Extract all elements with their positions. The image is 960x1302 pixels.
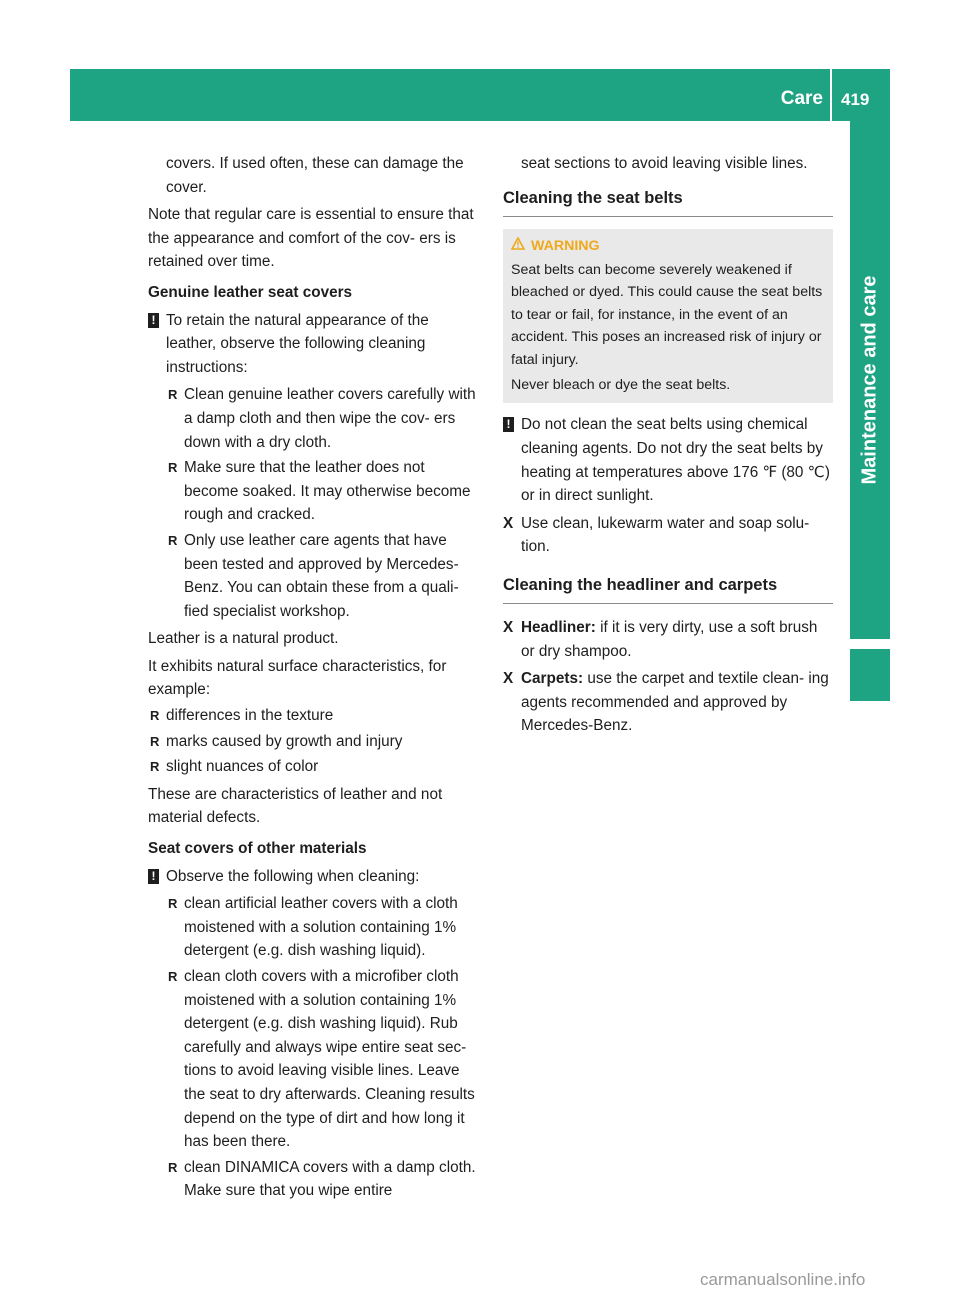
characteristics-outro: These are characteristics of leather and not material defects. [148,785,443,827]
other-materials-list [148,892,481,1203]
list-item: R Only use leather care agents that have been tested and approved by Mercedes- Benz. You can obtain these from a quali- fied specialist workshop. [148,529,481,623]
header-divider [830,69,832,121]
list-item: R Make sure that the leather does not become soaked. It may otherwise become rough and cracked. [148,456,481,527]
exclamation-icon: ! [503,417,514,432]
warning-title: WARNING [511,235,825,257]
list-item: R marks caused by growth and injury [148,730,481,754]
genuine-leather-heading: Genuine leather seat covers [148,283,353,301]
bullet-r-icon: R [168,460,178,476]
notice-text: Do not clean the seat belts using chemical cleaning agents. Do not dry the seat belts by heating at temperatures above 176 ℉ (80 ℃) or in direct sunlight. [521,416,830,505]
arrow-x-icon: X [503,670,514,688]
warning-text-2: Never bleach or dye the seat belts. [511,377,731,394]
notice-text: To retain the natural appearance of the leather, observe the following cleaning instructions: [166,311,429,376]
list-item: R clean artificial leather covers with a cloth moistened with a solution containing 1% detergent (e.g. dish washing liquid). [148,892,481,963]
warning-box [503,229,833,404]
characteristics-list [148,704,481,779]
left-column [148,152,481,1207]
other-materials-heading: Seat covers of other materials [148,840,367,858]
step-text: use the carpet and textile clean- ing agents recommended and approved by Mercedes-Benz. [521,670,829,735]
list-item: R differences in the texture [148,704,481,728]
right-continuation: seat sections to avoid leaving visible lines. [521,155,808,172]
bullet-r-icon: R [150,733,160,749]
seat-belts-notice [503,413,833,507]
arrow-x-icon: X [503,619,514,636]
bullet-r-icon: R [168,896,178,912]
warning-text: Seat belts can become severely weakened if bleached or dyed. This could cause the seat belts to tear or fail, for instance, in the event of an accident. This poses an increased risk of injury or fatal injury. [511,262,823,368]
seat-belts-heading: Cleaning the seat belts [503,186,833,217]
headliner-step [503,616,833,663]
right-column [503,152,833,742]
exclamation-icon: ! [148,869,159,884]
page-number: 419 [841,90,870,109]
section-title: Care [780,88,823,109]
list-item: R clean DINAMICA covers with a damp cloth. Make sure that you wipe entire [148,1156,481,1203]
step-label: Headliner: [521,619,596,636]
natural-product-text: Leather is a natural product. [148,630,339,648]
intro-continuation: covers. If used often, these can damage the cover. [166,155,464,196]
bullet-r-icon: R [150,759,160,775]
care-note: Note that regular care is essential to ensure that the appearance and comfort of the cov- ers is retained over time. [148,206,474,271]
notice-text: Observe the following when cleaning: [166,867,420,885]
warning-triangle-icon [511,235,525,257]
bullet-r-icon: R [150,708,160,724]
other-materials-notice [148,865,481,889]
step-label: Carpets: [521,670,584,688]
genuine-leather-notice [148,309,481,380]
bullet-r-icon: R [168,1159,178,1175]
bullet-r-icon: R [168,969,178,984]
bullet-r-icon: R [168,532,178,548]
bullet-r-icon: R [168,387,178,403]
side-tab-block [850,649,890,701]
step-text: if it is very dirty, use a soft brush or dry shampoo. [521,619,818,660]
side-tab-label: Maintenance and care [858,275,881,485]
watermark: carmanualsonline.info [700,1270,866,1289]
characteristics-intro: It exhibits natural surface characteristics, for example: [148,657,447,699]
list-item: R Clean genuine leather covers carefully with a damp cloth and then wipe the cov- ers down with a dry cloth. [148,383,481,454]
list-item: R slight nuances of color [148,755,481,779]
genuine-leather-list [148,383,481,623]
carpets-step [503,667,833,738]
header-bar [70,69,890,121]
exclamation-icon: ! [148,313,159,328]
list-item: R clean cloth covers with a microfiber cloth moistened with a solution containing 1% detergent (e.g. dish washing liquid). Rub carefully and always wipe entire seat sec- tions to avoid leaving visible lines. Leave the seat to dry afterwards. Cleaning results depend on the type of dirt and how long it has been there. [148,965,481,1154]
seat-belts-step: X Use clean, lukewarm water and soap solu- tion. [503,512,833,559]
arrow-x-icon: X [503,514,514,532]
headliner-heading: Cleaning the headliner and carpets [503,573,833,604]
